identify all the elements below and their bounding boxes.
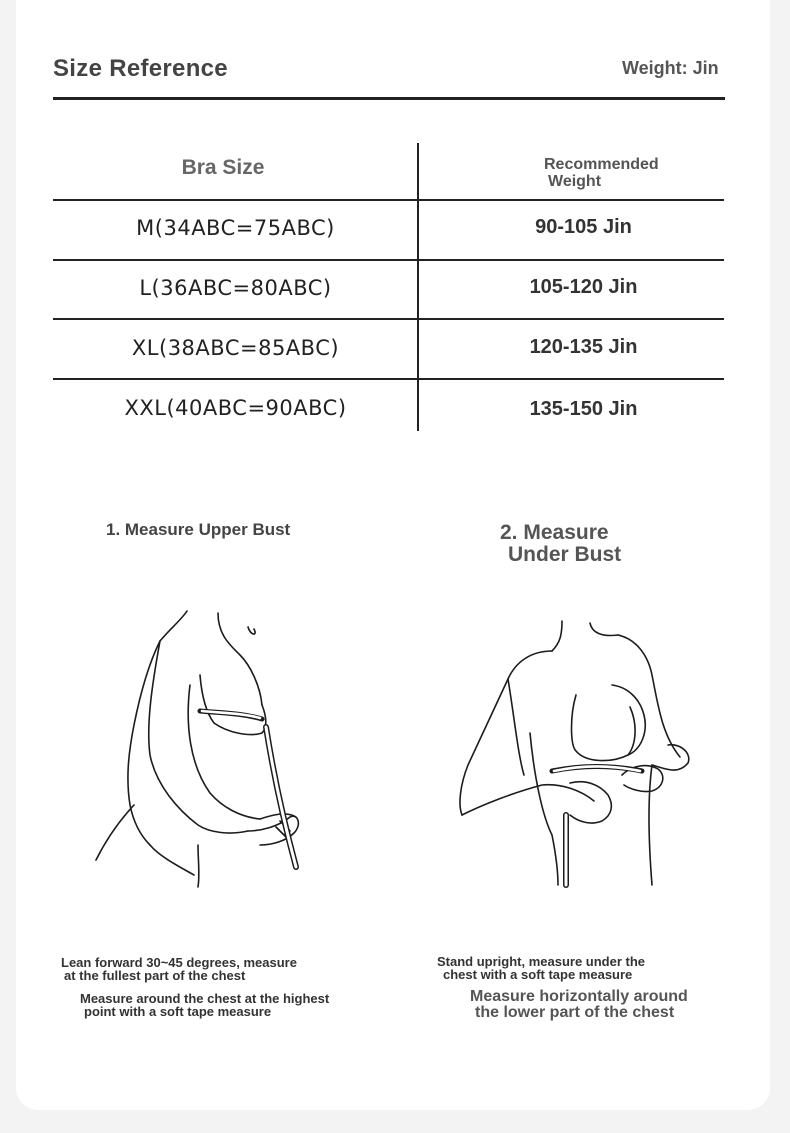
note-line: the lower part of the chest xyxy=(475,1004,675,1021)
title-line: Under Bust xyxy=(508,543,622,566)
note-line: point with a soft tape measure xyxy=(84,1004,272,1019)
header-weight-line1: Recommended xyxy=(544,156,659,173)
table-cell-weight: 105-120 Jin xyxy=(529,276,638,298)
note-line: Lean forward 30~45 degrees, measure xyxy=(61,955,297,970)
table-cell-size: M(34ABC=75ABC) xyxy=(136,216,335,240)
header-weight-line2: Weight xyxy=(548,173,602,190)
under-bust-note-posture xyxy=(437,955,645,981)
upper-bust-note-method xyxy=(80,992,329,1018)
table-cell-weight: 120-135 Jin xyxy=(529,336,638,358)
table-cell-weight: 90-105 Jin xyxy=(535,216,632,238)
table-cell-size: XL(38ABC=85ABC) xyxy=(131,336,340,360)
note-line: chest with a soft tape measure xyxy=(443,967,633,982)
header-bra-size: Bra Size xyxy=(181,156,265,179)
table-row-divider xyxy=(53,199,724,201)
table-cell-size: L(36ABC=80ABC) xyxy=(139,276,332,300)
table-row-divider xyxy=(53,259,724,261)
table-cell-weight: 135-150 Jin xyxy=(529,398,638,420)
note-line: at the fullest part of the chest xyxy=(64,968,246,983)
note-line: Stand upright, measure under the xyxy=(437,954,646,969)
page-title: Size Reference xyxy=(53,55,228,82)
header-recommended-weight xyxy=(544,156,694,190)
table-row-divider xyxy=(53,318,724,320)
note-line: Measure horizontally around xyxy=(470,988,688,1005)
upper-bust-illustration xyxy=(90,605,320,895)
table-cell-size: XXL(40ABC=90ABC) xyxy=(124,396,347,420)
under-bust-illustration xyxy=(452,615,702,895)
table-row-divider xyxy=(53,378,724,380)
upper-bust-note-posture xyxy=(61,956,297,982)
note-line: Measure around the chest at the highest xyxy=(80,991,330,1006)
title-line: 2. Measure xyxy=(500,521,609,544)
weight-unit-label: Weight: Jin xyxy=(622,58,719,78)
title-divider xyxy=(53,97,725,100)
measure-upper-bust-title: 1. Measure Upper Bust xyxy=(106,520,291,539)
under-bust-note-method xyxy=(470,989,688,1021)
measure-under-bust-title xyxy=(500,522,621,566)
